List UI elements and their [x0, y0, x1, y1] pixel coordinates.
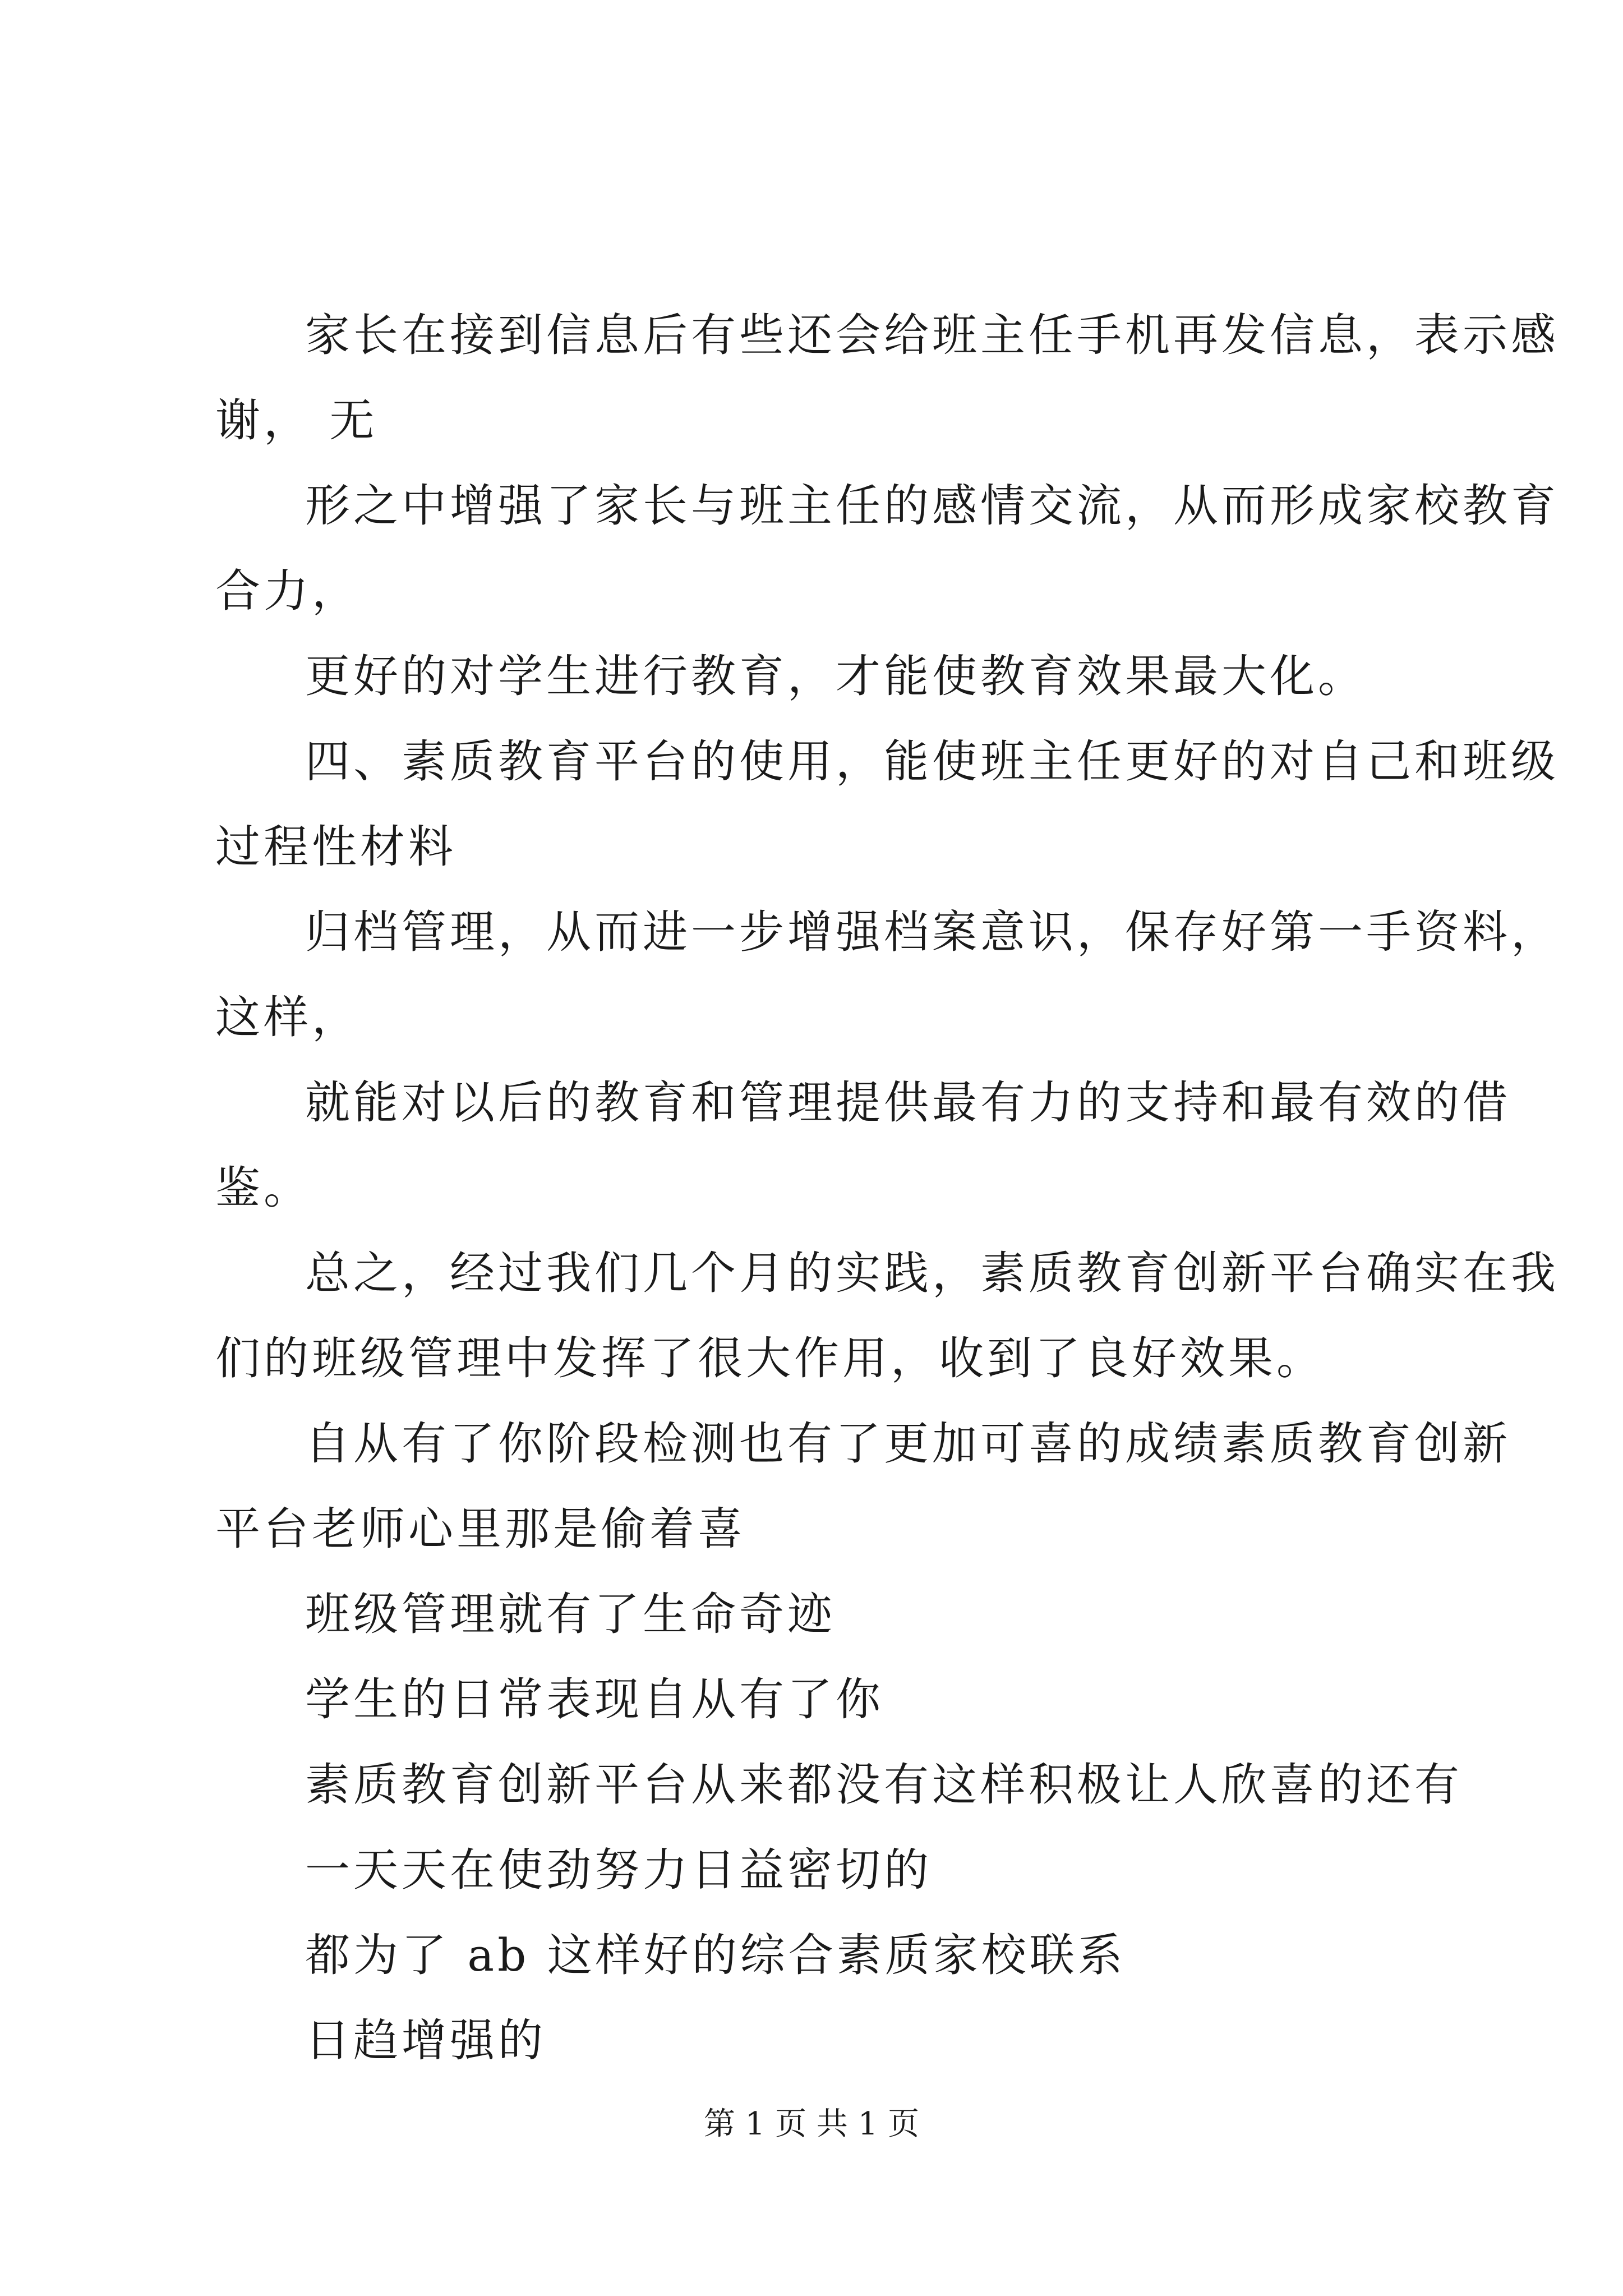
text-line: 日趋增强的 — [305, 2014, 546, 2067]
text-line: 们的班级管理中发挥了很大作用，收到了良好效果。 — [215, 1332, 1325, 1384]
text-line: 更好的对学生进行教育，才能使教育效果最大化。 — [305, 650, 1366, 702]
text-line: 谢， 无 — [215, 394, 378, 447]
text-line: 合力， — [215, 565, 360, 617]
text-line: 形之中增强了家长与班主任的感情交流，从而形成家校教育 — [305, 480, 1559, 532]
text-line: 都为了 ab 这样好的综合素质家校联系 — [305, 1929, 1126, 1981]
text-line: 就能对以后的教育和管理提供最有力的支持和最有效的借 — [305, 1076, 1511, 1129]
text-line: 过程性材料 — [215, 821, 457, 873]
text-line: 鉴。 — [215, 1162, 312, 1214]
text-line: 学生的日常表现自从有了你 — [305, 1673, 884, 1726]
text-line: 总之，经过我们几个月的实践，素质教育创新平台确实在我 — [305, 1247, 1559, 1299]
text-line: 一天天在使劲努力日益密切的 — [305, 1844, 932, 1896]
text-line: 这样， — [215, 991, 360, 1043]
text-line: 家长在接到信息后有些还会给班主任手机再发信息，表示感 — [305, 309, 1559, 361]
text-line: 平台老师心里那是偷着喜 — [215, 1503, 746, 1555]
page-footer: 第 1 页 共 1 页 — [703, 2106, 920, 2142]
text-line: 四、素质教育平台的使用，能使班主任更好的对自己和班级 — [305, 735, 1559, 788]
text-line: 归档管理，从而进一步增强档案意识，保存好第一手资料， — [305, 906, 1559, 958]
text-line: 班级管理就有了生命奇迹 — [305, 1588, 836, 1640]
text-line: 自从有了你阶段检测也有了更加可喜的成绩素质教育创新 — [305, 1418, 1511, 1470]
text-line: 素质教育创新平台从来都没有这样积极让人欣喜的还有 — [305, 1759, 1463, 1811]
